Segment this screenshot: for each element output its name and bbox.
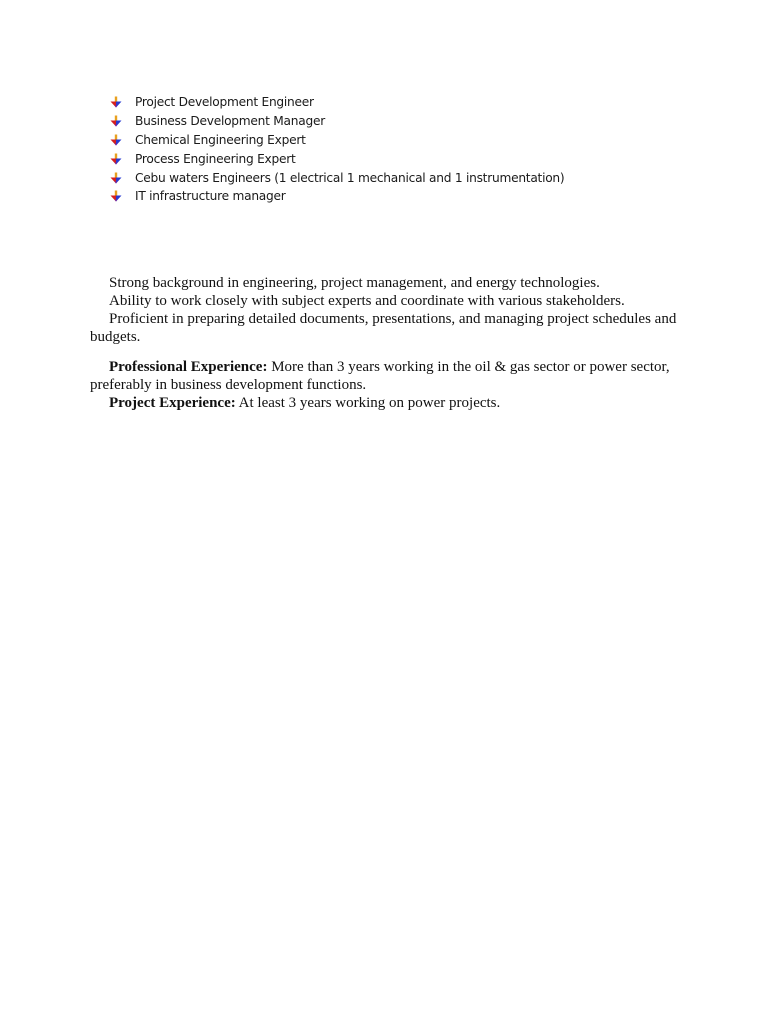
skill-paragraph: Ability to work closely with subject experts and coordinate with various stakeholders. (109, 293, 625, 309)
experience-section (90, 358, 690, 412)
list-item-label: Process Engineering Expert (135, 151, 296, 166)
skill-paragraph: Strong background in engineering, project management, and energy technologies. (109, 275, 600, 291)
arrow-down-bullet-icon (110, 172, 122, 184)
list-item-label: Cebu waters Engineers (1 electrical 1 mechanical and 1 instrumentation) (135, 170, 565, 185)
professional-experience-paragraph (90, 358, 690, 394)
professional-experience-label: Professional Experience: (109, 359, 268, 375)
list-item-label: Business Development Manager (135, 114, 325, 129)
list-item (110, 112, 564, 131)
project-experience-paragraph (90, 394, 690, 412)
list-item (110, 93, 564, 112)
skill-paragraph: Proficient in preparing detailed documents, presentations, and managing project schedules and budgets. (90, 311, 677, 345)
arrow-down-bullet-icon (110, 134, 122, 146)
professional-experience-text: More than 3 years working in the oil & gas sector or power sector, preferably in business development functions. (90, 359, 670, 393)
list-item (110, 168, 564, 187)
project-experience-text: At least 3 years working on power projects. (235, 395, 501, 411)
arrow-down-bullet-icon (110, 190, 122, 202)
project-experience-label: Project Experience: (109, 395, 236, 411)
roles-list (110, 93, 564, 206)
list-item (110, 149, 564, 168)
list-item-label: Chemical Engineering Expert (135, 132, 306, 147)
list-item-label: Project Development Engineer (135, 95, 314, 110)
arrow-down-bullet-icon (110, 115, 122, 127)
list-item-label: IT infrastructure manager (135, 189, 286, 204)
skills-section (90, 274, 690, 346)
list-item (110, 131, 564, 150)
arrow-down-bullet-icon (110, 153, 122, 165)
arrow-down-bullet-icon (110, 96, 122, 108)
list-item (110, 187, 564, 206)
